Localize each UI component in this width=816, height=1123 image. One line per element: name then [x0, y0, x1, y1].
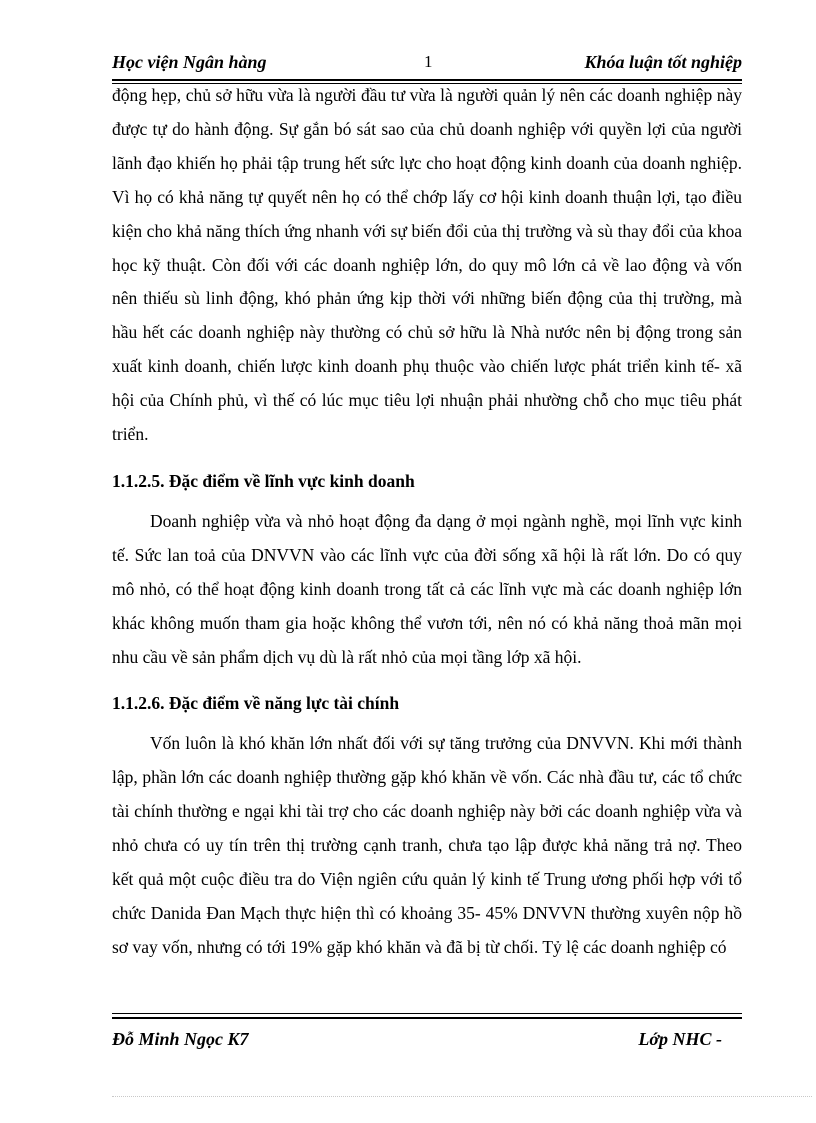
header-document-type: Khóa luận tốt nghiệp [584, 52, 742, 72]
paragraph-3: Vốn luôn là khó khăn lớn nhất đối với sự tăng trưởng của DNVVN. Khi mới thành lập, phần lớn các doanh nghiệp thường gặp khó khăn về vốn. Các nhà đầu tư, các tổ chức tài chính thường e ngại khi tài trợ cho các doanh nghiệp này bởi các doanh nghiệp vừa và nhỏ chưa có uy tín trên thị trường cạnh tranh, chưa tạo lập được khả năng trả nợ. Theo kết quả một cuộc điều tra do Viện ngiên cứu quản lý kinh tế Trung ương phối hợp với tổ chức Danida Đan Mạch thực hiện thì có khoảng 35- 45% DNVVN thường xuyên nộp hồ sơ vay vốn, nhưng có tới 19% gặp khó khăn và đã bị từ chối. Tỷ lệ các doanh nghiệp có [112, 733, 742, 957]
page-footer [112, 1026, 742, 1076]
header-institution: Học viện Ngân hàng [112, 52, 267, 72]
document-body [112, 79, 742, 965]
section-heading-1-1-2-5: 1.1.2.5. Đặc điểm về lĩnh vực kinh doanh [112, 470, 415, 491]
footer-class: Lớp NHC - [638, 1029, 722, 1049]
section-heading-1-1-2-6: 1.1.2.6. Đặc điểm về năng lực tài chính [112, 693, 400, 714]
page-number: 1 [424, 52, 433, 71]
footer-author: Đỗ Minh Ngọc K7 [112, 1029, 249, 1049]
footer-rule-thick [112, 1017, 742, 1019]
page-header [112, 52, 742, 78]
page-bottom-divider [112, 1096, 812, 1097]
paragraph-1: động hẹp, chủ sở hữu vừa là người đầu tư vừa là người quản lý nên các doanh nghiệp này được tự do hành động. Sự gắn bó sát sao của chủ doanh nghiệp với quyền lợi của người lãnh đạo khiến họ phải tập trung hết sức lực cho hoạt động kinh doanh của doanh nghiệp. Vì họ có khả năng tự quyết nên họ có thể chớp lấy cơ hội kinh doanh thuận lợi, tạo điều kiện cho khả năng thích ứng nhanh với sự biến đổi của thị trường và sù thay đổi của khoa học kỹ thuật. Còn đối với các doanh nghiệp lớn, do quy mô lớn cả về lao động và vốn nên thiếu sù linh động, khó phản ứng kịp thời với những biến động của thị trường, mà hầu hết các doanh nghiệp này thường có chủ sở hữu là Nhà nước nên bị động trong sản xuất kinh doanh, chiến lược kinh doanh phụ thuộc vào chiến lược phát triển kinh tế- xã hội của Chính phủ, vì thế có lúc mục tiêu lợi nhuận phải nhường chỗ cho mục tiêu phát triển. [112, 85, 742, 445]
footer-rule-thin [112, 1013, 742, 1014]
paragraph-2: Doanh nghiệp vừa và nhỏ hoạt động đa dạng ở mọi ngành nghề, mọi lĩnh vực kinh tế. Sức lan toả của DNVVN vào các lĩnh vực của đời sống xã hội là rất lớn. Do có quy mô nhỏ, có thể hoạt động kinh doanh trong tất cả các lĩnh vực mà các doanh nghiệp lớn khác không muốn tham gia hoặc không thể vươn tới, nên nó có khả năng thoả mãn mọi nhu cầu về sản phẩm dịch vụ dù là rất nhỏ của mọi tầng lớp xã hội. [112, 510, 742, 667]
